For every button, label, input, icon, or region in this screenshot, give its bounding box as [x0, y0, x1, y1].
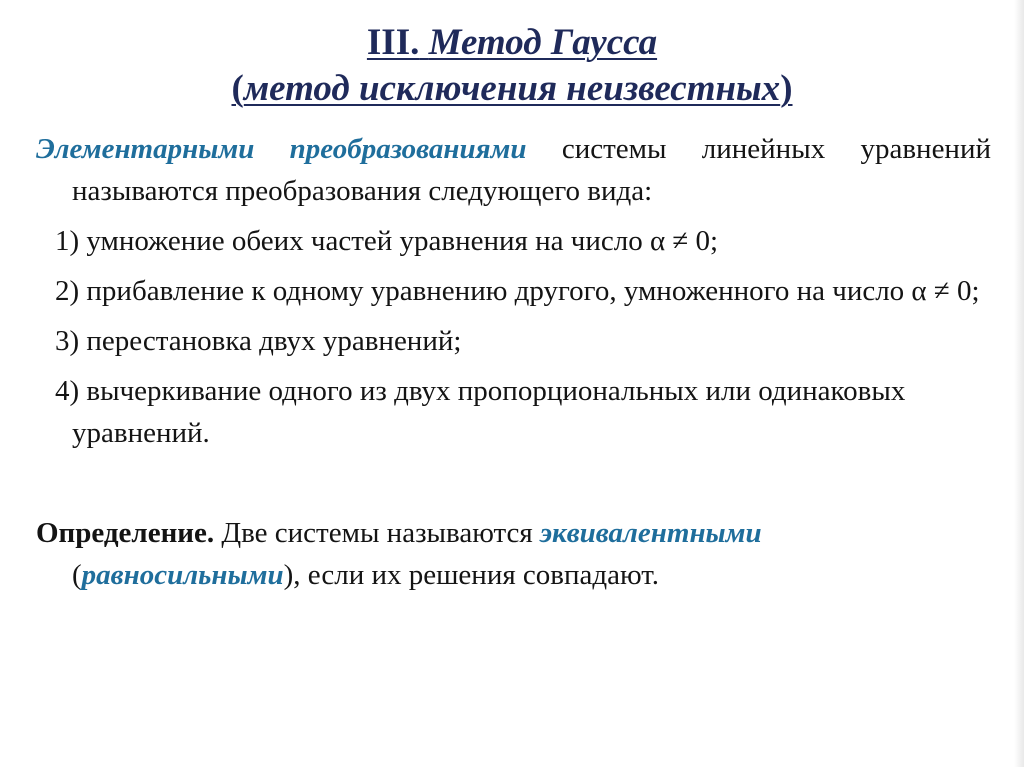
title-line-2: [0, 66, 1024, 112]
list-item-4: 4) вычеркивание одного из двух пропорциональных или одинаковых уравнений.: [55, 375, 906, 449]
definition-label: Определение.: [36, 517, 215, 549]
title-paren-open: (: [231, 68, 244, 109]
list-item-2: 2) прибавление к одному уравнению другого, умноженного на число α ≠ 0;: [55, 275, 980, 307]
definition-term-equal-strength: равносильными: [81, 559, 284, 591]
list-item-3: 3) перестановка двух уравнений;: [55, 325, 462, 357]
title-main: Метод Гаусса: [428, 22, 658, 63]
slide-title: [0, 20, 1024, 112]
definition-text-2: ), если их решения совпадают.: [283, 559, 660, 591]
definition-text-1: Две системы называются: [214, 517, 540, 549]
slide-body: [36, 128, 991, 625]
title-numeral: III.: [366, 22, 420, 63]
definition-paragraph: [36, 512, 991, 596]
slide-edge-shadow: [1014, 0, 1024, 767]
title-subtitle: метод исключения неизвестных: [243, 68, 781, 109]
intro-term: Элементарными преобразованиями: [36, 133, 527, 165]
list-item-1: 1) умножение обеих частей уравнения на число α ≠ 0;: [55, 225, 719, 257]
intro-text: системы линейных уравнений называются преобразования следующего вида:: [72, 133, 991, 207]
definition-term-equivalent: эквивалентными: [539, 517, 762, 549]
definition-open: (: [72, 559, 82, 591]
title-paren-close: ): [780, 68, 793, 109]
intro-paragraph: [36, 128, 991, 212]
title-line-1: [0, 20, 1024, 66]
